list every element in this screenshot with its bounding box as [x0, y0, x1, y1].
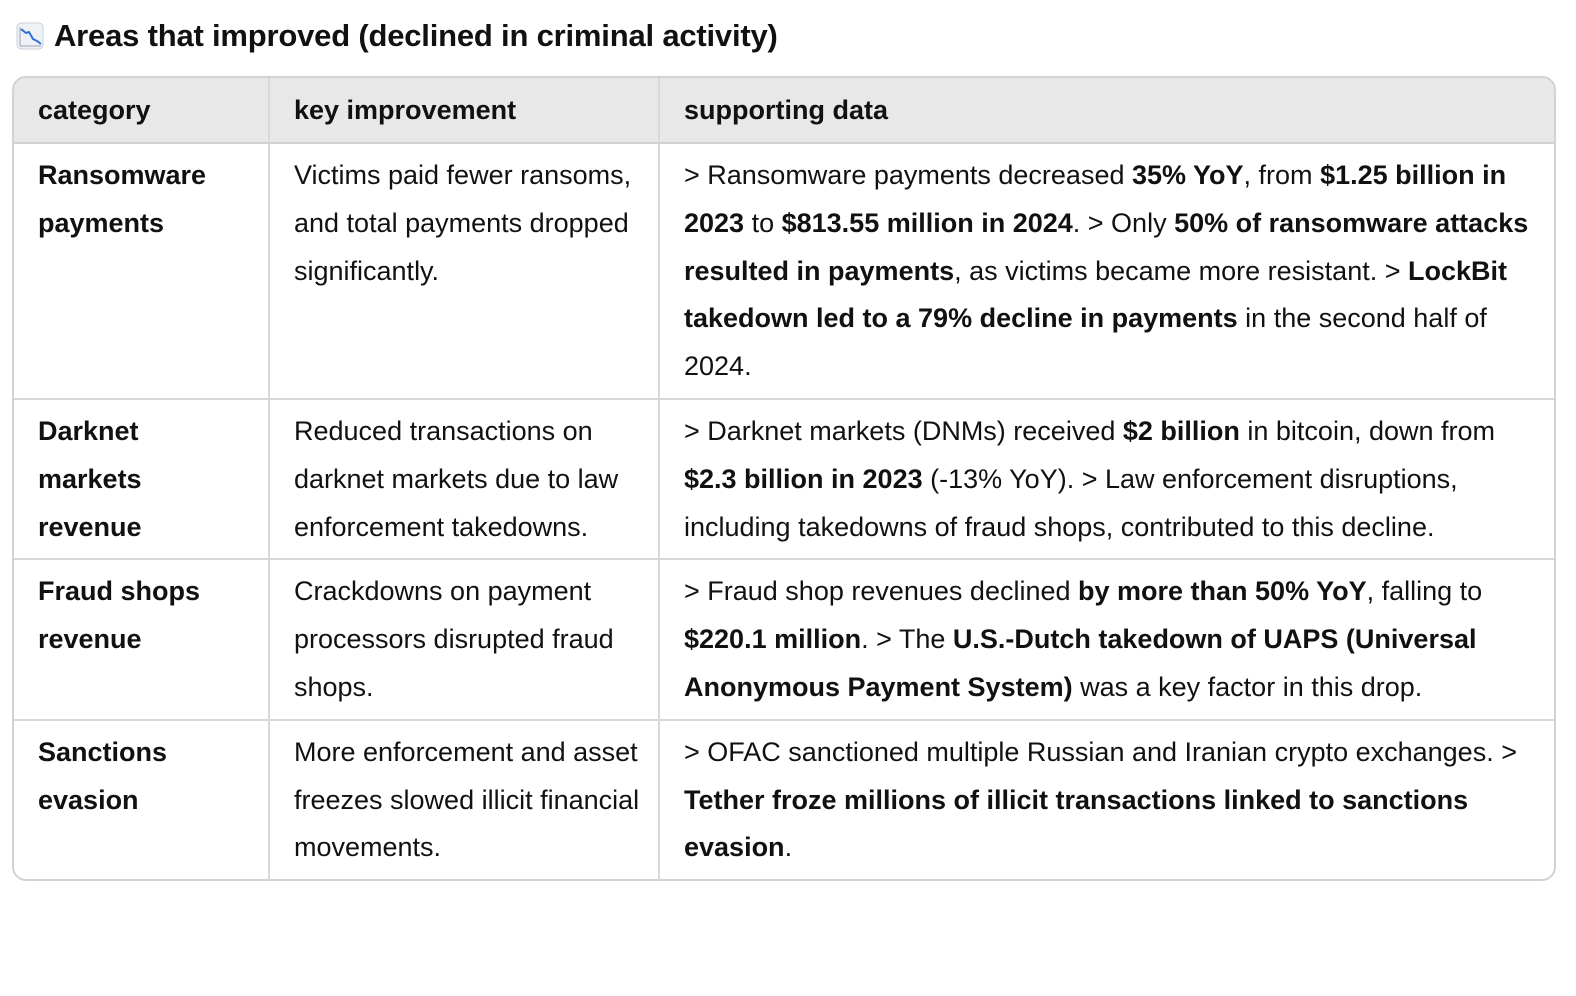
bold-text-segment: 35% YoY	[1131, 160, 1244, 190]
bold-text-segment: $1.25 billion in 2023	[684, 160, 1507, 238]
improvement-cell: Crackdowns on payment processors disrupted fraud shops.	[269, 559, 659, 719]
table-row	[14, 143, 1554, 399]
text-segment: in the second half of 2024.	[684, 303, 1487, 382]
text-segment: . > The	[861, 624, 953, 655]
category-cell: Fraud shops revenue	[14, 559, 269, 719]
supporting-data-cell	[659, 559, 1554, 719]
table-row	[14, 559, 1554, 719]
bold-text-segment: LockBit takedown led to a 79% decline in payments	[684, 255, 1508, 334]
text-segment: , as victims became more resistant. >	[954, 255, 1408, 286]
text-segment: in bitcoin, down from	[1239, 415, 1496, 446]
supporting-data-cell	[659, 399, 1554, 559]
improvements-table	[12, 76, 1556, 881]
table-row	[14, 399, 1554, 559]
text-segment: > OFAC sanctioned multiple Russian and Iranian crypto exchanges. >	[684, 736, 1517, 767]
text-segment: > Darknet markets (DNMs) received	[684, 415, 1123, 446]
table-header-row	[14, 78, 1554, 143]
bold-text-segment: U.S.-Dutch takedown of UAPS (Universal Anonymous Payment System)	[684, 624, 1477, 702]
category-cell: Darknet markets revenue	[14, 399, 269, 559]
text-segment: to	[744, 207, 782, 238]
text-segment: (-13% YoY). > Law enforcement disruptions, including takedowns of fraud shops, contributed to this decline.	[684, 463, 1458, 542]
section-heading	[16, 14, 778, 58]
improvement-cell: Victims paid fewer ransoms, and total payments dropped significantly.	[269, 143, 659, 399]
text-segment: . > Only	[1072, 207, 1175, 238]
bold-text-segment: $813.55 million in 2024	[781, 207, 1073, 238]
heading-text: Areas that improved (declined in criminal activity)	[54, 18, 778, 53]
improvement-cell: More enforcement and asset freezes slowed illicit financial movements.	[269, 720, 659, 879]
text-segment: .	[784, 832, 793, 863]
bold-text-segment: $220.1 million	[684, 624, 862, 655]
bold-text-segment: $2 billion	[1122, 415, 1240, 446]
bold-text-segment: by more than 50% YoY	[1078, 576, 1367, 607]
category-cell: Sanctions evasion	[14, 720, 269, 879]
table-row	[14, 720, 1554, 879]
bold-text-segment: 50% of ransomware attacks resulted in payments	[684, 207, 1529, 286]
text-segment: , falling to	[1366, 576, 1483, 607]
text-segment: > Ransomware payments decreased	[684, 160, 1132, 190]
bold-text-segment: $2.3 billion in 2023	[684, 463, 923, 494]
text-segment: was a key factor in this drop.	[1072, 671, 1423, 702]
text-segment: , from	[1243, 160, 1321, 190]
header-category: category	[14, 78, 269, 143]
supporting-data-cell	[659, 720, 1554, 879]
chart-decreasing-icon	[16, 22, 44, 50]
text-segment: > Fraud shop revenues declined	[684, 576, 1079, 607]
header-key-improvement: key improvement	[269, 78, 659, 143]
header-supporting-data: supporting data	[659, 78, 1554, 143]
improvement-cell: Reduced transactions on darknet markets due to law enforcement takedowns.	[269, 399, 659, 559]
category-cell: Ransomware payments	[14, 143, 269, 399]
supporting-data-cell	[659, 143, 1554, 399]
bold-text-segment: Tether froze millions of illicit transactions linked to sanctions evasion	[684, 784, 1469, 863]
